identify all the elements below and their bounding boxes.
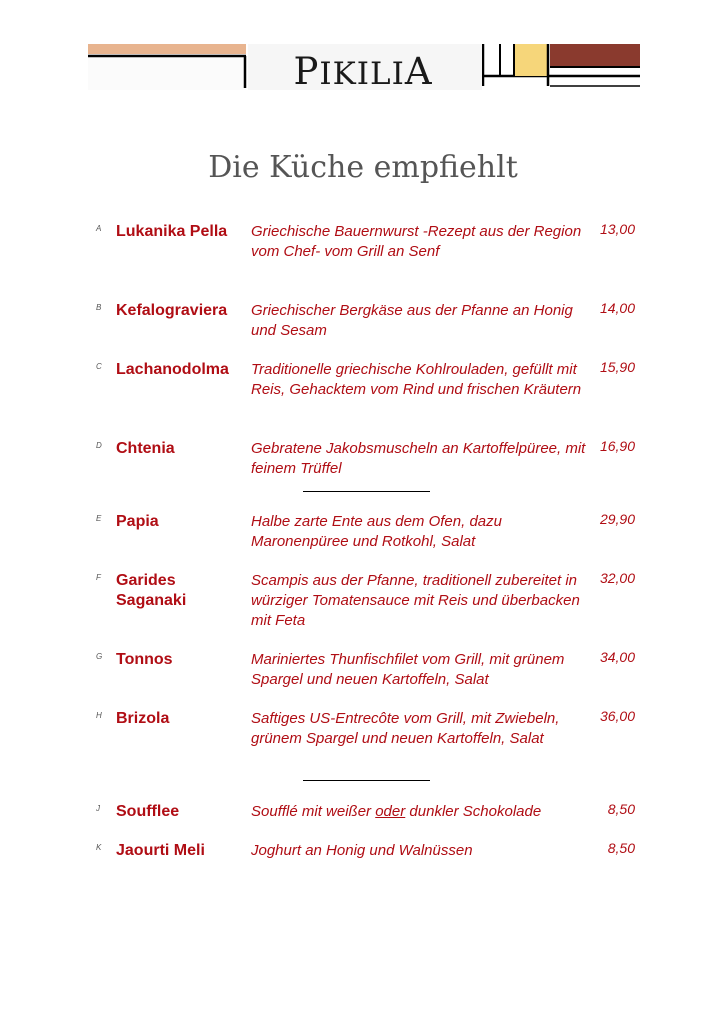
item-letter: F [96,573,101,582]
page-title: Die Küche empfiehlt [208,150,518,185]
item-price: 13,00 [599,221,635,237]
item-description: Traditionelle griechische Kohlrouladen, gefüllt mit Reis, Gehacktem vom Rind und frischen Kräutern [251,361,582,398]
header-banner [0,0,726,110]
item-price: 8,50 [607,840,635,856]
item-name: Soufflee [116,803,180,820]
item-letter: K [96,843,102,852]
item-letter: A [96,224,102,233]
item-description: Saftiges US-Entrecôte vom Grill, mit Zwiebeln, grünem Spargel und neuen Kartoffeln, Salat [251,710,560,747]
item-name: Papia [116,513,159,530]
item-description: Griechische Bauernwurst -Rezept aus der Region vom Chef- vom Grill an Senf [251,223,582,260]
item-price: 14,00 [599,300,635,316]
item-letter: B [96,303,102,312]
item-price: 32,00 [599,570,635,586]
item-description: Scampis aus der Pfanne, traditionell zubereitet in würziger Tomatensauce mit Reis und überbacken mit Feta [251,572,580,629]
item-letter: J [96,804,100,813]
item-description: Griechischer Bergkäse aus der Pfanne an Honig und Sesam [251,302,573,339]
item-name: Chtenia [116,440,175,457]
item-description: Mariniertes Thunfischfilet vom Grill, mit grünem Spargel und neuen Kartoffeln, Salat [251,651,565,688]
logo-pikilia: PIKILIA [293,50,433,93]
item-name: Lachanodolma [116,361,229,378]
item-price: 36,00 [599,708,635,724]
item-letter: D [96,441,102,450]
item-price: 8,50 [607,801,635,817]
section-divider [303,491,430,492]
item-price: 29,90 [599,511,635,527]
section-divider [303,780,430,781]
item-name: Lukanika Pella [116,223,228,240]
item-letter: G [96,652,103,661]
item-letter: H [96,711,102,720]
item-description: Gebratene Jakobsmuscheln an Kartoffelpüree, mit feinem Trüffel [251,440,586,477]
item-letter: C [96,362,102,371]
item-name: Garides Saganaki [116,572,187,609]
item-description: Soufflé mit weißer oder dunkler Schokolade [251,803,542,820]
item-price: 15,90 [599,359,635,375]
item-name: Tonnos [116,651,173,668]
item-description: Halbe zarte Ente aus dem Ofen, dazu Maronenpüree und Rotkohl, Salat [251,513,502,550]
item-name: Brizola [116,710,170,727]
item-price: 34,00 [599,649,635,665]
item-price: 16,90 [599,438,635,454]
item-letter: E [96,514,102,523]
item-name: Jaourti Meli [116,842,205,859]
item-name: Kefalograviera [116,302,228,319]
item-description: Joghurt an Honig und Walnüssen [251,842,473,859]
